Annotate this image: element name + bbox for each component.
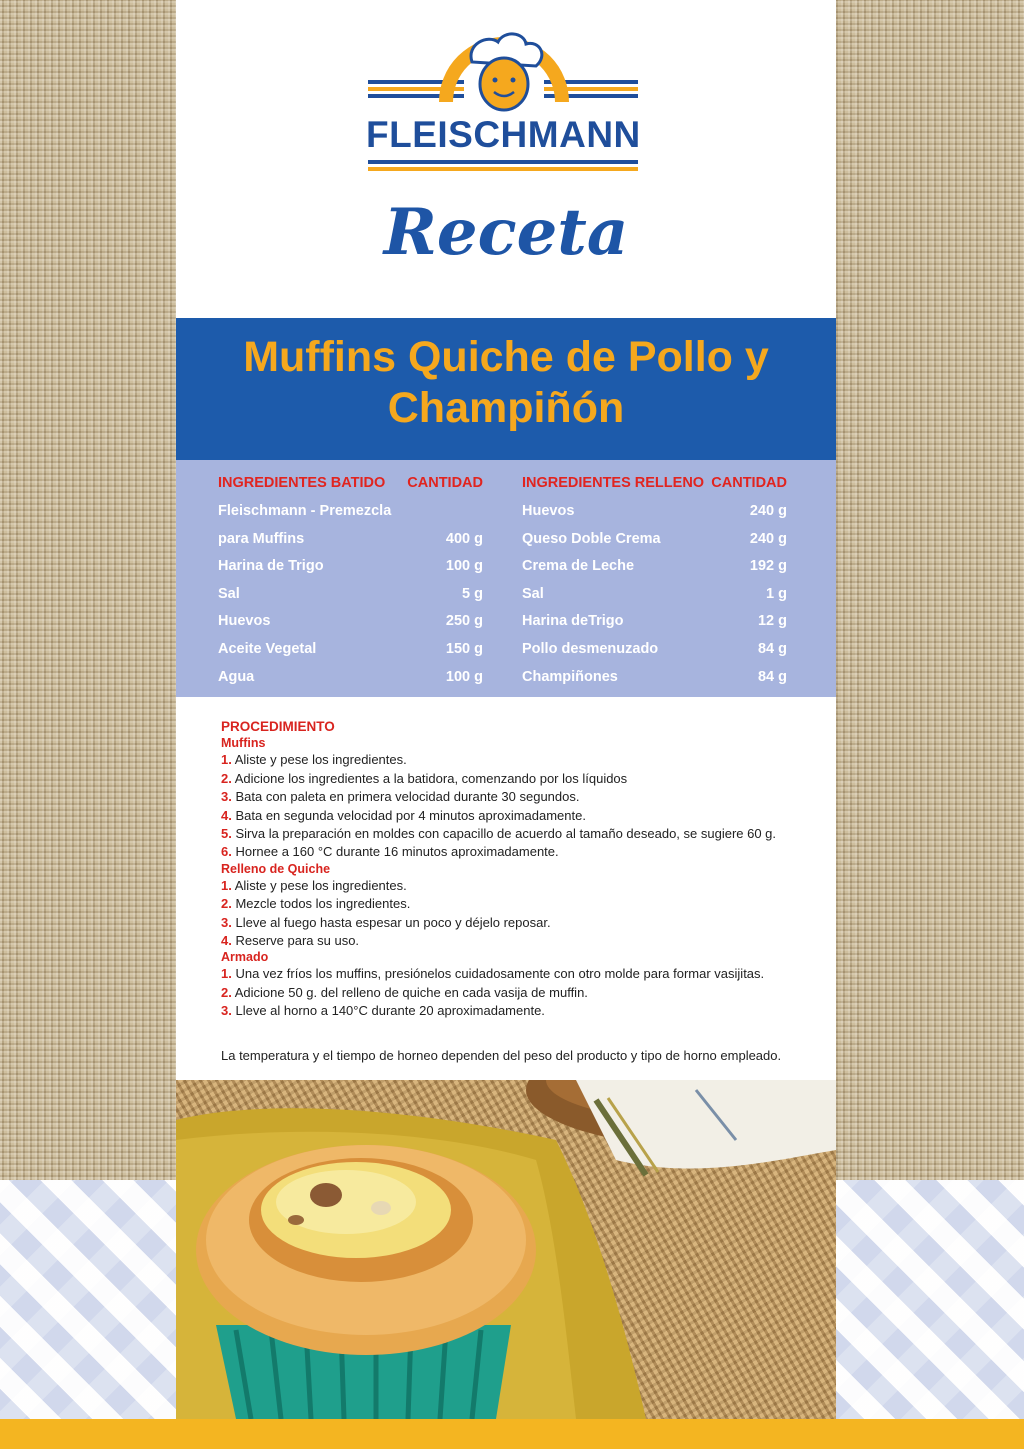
tablecloth-left bbox=[0, 1180, 178, 1420]
ingredient-row bbox=[522, 529, 787, 557]
step-text: Mezcle todos los ingredientes. bbox=[235, 896, 411, 912]
step-text: Hornee a 160 °C durante 16 minutos aproximadamente. bbox=[235, 844, 559, 860]
muffin-photo bbox=[176, 1080, 836, 1419]
brand-name: FLEISCHMANN bbox=[366, 114, 641, 155]
step-number: 4. bbox=[221, 933, 232, 949]
baking-note: La temperatura y el tiempo de horneo dependen del peso del producto y tipo de horno empleado. bbox=[221, 1048, 782, 1063]
step bbox=[221, 965, 821, 983]
ingredient-qty: 1 g bbox=[766, 585, 787, 602]
step-text: Lleve al fuego hasta espesar un poco y déjelo reposar. bbox=[235, 914, 551, 930]
ingredient-qty: 250 g bbox=[445, 613, 483, 630]
procedure bbox=[221, 718, 821, 1021]
ingredient-row bbox=[218, 611, 483, 639]
ingredient-name: Sal bbox=[218, 585, 240, 602]
ingredient-row bbox=[218, 639, 483, 667]
step-text: Bata con paleta en primera velocidad durante 30 segundos. bbox=[235, 789, 580, 805]
ingredient-name: Aceite Vegetal bbox=[218, 640, 317, 657]
step-text: Adicione 50 g. del relleno de quiche en cada vasija de muffin. bbox=[234, 984, 588, 1000]
step bbox=[221, 877, 821, 895]
section-title: Muffins bbox=[221, 736, 266, 751]
ingredient-row bbox=[218, 667, 483, 695]
logo-stripe bbox=[368, 160, 638, 164]
step bbox=[221, 788, 821, 806]
step-number: 2. bbox=[221, 896, 232, 912]
ingredients-header-name: INGREDIENTES BATIDO bbox=[218, 475, 386, 491]
step-number: 3. bbox=[221, 789, 232, 805]
ingredients-header-qty: CANTIDAD bbox=[711, 475, 787, 491]
recipe-title bbox=[176, 332, 836, 434]
ingredient-qty: 240 g bbox=[749, 503, 787, 519]
step bbox=[221, 914, 821, 932]
ingredient-name: para Muffins bbox=[218, 530, 305, 547]
step-text: Sirva la preparación en moldes con capacillo de acuerdo al tamaño deseado, se sugiere 60 g. bbox=[235, 826, 777, 842]
step-text: Adicione los ingredientes a la batidora, comenzando por los líquidos bbox=[234, 770, 628, 786]
step bbox=[221, 843, 821, 861]
ingredient-qty: 12 g bbox=[757, 613, 787, 630]
step-text: Aliste y pese los ingredientes. bbox=[234, 752, 407, 768]
section-title: Armado bbox=[221, 950, 269, 965]
ingredient-row bbox=[218, 529, 483, 557]
ingredient-qty: 400 g bbox=[445, 530, 483, 547]
ingredients-header bbox=[522, 475, 787, 501]
step-number: 1. bbox=[221, 877, 232, 893]
ingredient-name: Sal bbox=[522, 585, 544, 602]
step bbox=[221, 932, 821, 950]
ingredient-row bbox=[218, 556, 483, 584]
logo-stripe bbox=[368, 167, 638, 171]
step-text: Lleve al horno a 140°C durante 20 aproximadamente. bbox=[235, 1003, 545, 1019]
step-number: 3. bbox=[221, 914, 232, 930]
ingredient-qty: 100 g bbox=[445, 558, 483, 575]
ingredients-header-name: INGREDIENTES RELLENO bbox=[522, 475, 705, 491]
procedure-heading: PROCEDIMIENTO bbox=[221, 719, 335, 734]
step-number: 1. bbox=[221, 966, 232, 982]
ingredient-qty: 240 g bbox=[749, 530, 787, 547]
ingredient-row bbox=[522, 501, 787, 529]
step-text: Una vez fríos los muffins, presiónelos cuidadosamente con otro molde para formar vasijitas. bbox=[235, 966, 765, 982]
step bbox=[221, 895, 821, 913]
ingredient-row bbox=[522, 639, 787, 667]
ingredient-name: Huevos bbox=[218, 613, 271, 630]
step bbox=[221, 751, 821, 769]
recipe-title-line2: Champiñón bbox=[387, 384, 625, 432]
step-number: 2. bbox=[221, 984, 232, 1000]
ingredients-relleno bbox=[522, 475, 787, 694]
ingredient-name: Harina de Trigo bbox=[218, 558, 324, 575]
ingredient-name: Fleischmann - Premezcla bbox=[218, 503, 392, 519]
bottom-yellow-bar bbox=[0, 1419, 1024, 1449]
ingredient-row bbox=[218, 501, 483, 529]
step-number: 5. bbox=[221, 826, 232, 842]
muffin-illustration bbox=[176, 1080, 836, 1419]
step bbox=[221, 825, 821, 843]
ingredient-name: Queso Doble Crema bbox=[522, 530, 661, 547]
tablecloth-right bbox=[834, 1180, 1024, 1420]
ingredient-qty: 84 g bbox=[757, 668, 787, 685]
step-text: Aliste y pese los ingredientes. bbox=[234, 877, 407, 893]
ingredient-row bbox=[218, 584, 483, 612]
ingredient-name: Harina deTrigo bbox=[522, 613, 624, 630]
ingredients-header-qty: CANTIDAD bbox=[407, 475, 483, 491]
step bbox=[221, 984, 821, 1002]
step bbox=[221, 807, 821, 825]
ingredient-qty: 84 g bbox=[757, 640, 787, 657]
ingredient-name: Pollo desmenuzado bbox=[522, 640, 659, 657]
section-title: Relleno de Quiche bbox=[221, 861, 331, 876]
ingredient-name: Agua bbox=[218, 668, 255, 685]
ingredient-qty: 150 g bbox=[445, 640, 483, 657]
step-number: 2. bbox=[221, 770, 232, 786]
ingredient-name: Champiñones bbox=[522, 668, 618, 685]
recipe-sheet bbox=[176, 0, 836, 1419]
ingredient-row bbox=[522, 556, 787, 584]
title-band bbox=[176, 318, 836, 460]
fleischmann-logo bbox=[366, 22, 646, 177]
ingredient-name: Huevos bbox=[522, 503, 575, 519]
ingredient-row bbox=[522, 584, 787, 612]
receta-heading: Receta bbox=[383, 195, 629, 270]
ingredient-qty: 192 g bbox=[749, 558, 787, 575]
step-number: 4. bbox=[221, 807, 232, 823]
ingredients-panel bbox=[176, 460, 836, 697]
step-text: Reserve para su uso. bbox=[235, 933, 360, 949]
step-number: 3. bbox=[221, 1003, 232, 1019]
step-number: 6. bbox=[221, 844, 232, 860]
step bbox=[221, 1002, 821, 1020]
step bbox=[221, 770, 821, 788]
recipe-title-line1: Muffins Quiche de Pollo y bbox=[243, 333, 769, 381]
ingredient-row bbox=[522, 611, 787, 639]
ingredient-qty: 100 g bbox=[445, 668, 483, 685]
chef-icon bbox=[366, 22, 646, 117]
ingredient-qty: 5 g bbox=[462, 585, 483, 602]
ingredient-name: Crema de Leche bbox=[522, 558, 635, 575]
ingredient-row bbox=[522, 667, 787, 695]
step-number: 1. bbox=[221, 752, 232, 768]
step-text: Bata en segunda velocidad por 4 minutos aproximadamente. bbox=[235, 807, 586, 823]
ingredients-header bbox=[218, 475, 483, 501]
ingredients-batido bbox=[218, 475, 483, 694]
